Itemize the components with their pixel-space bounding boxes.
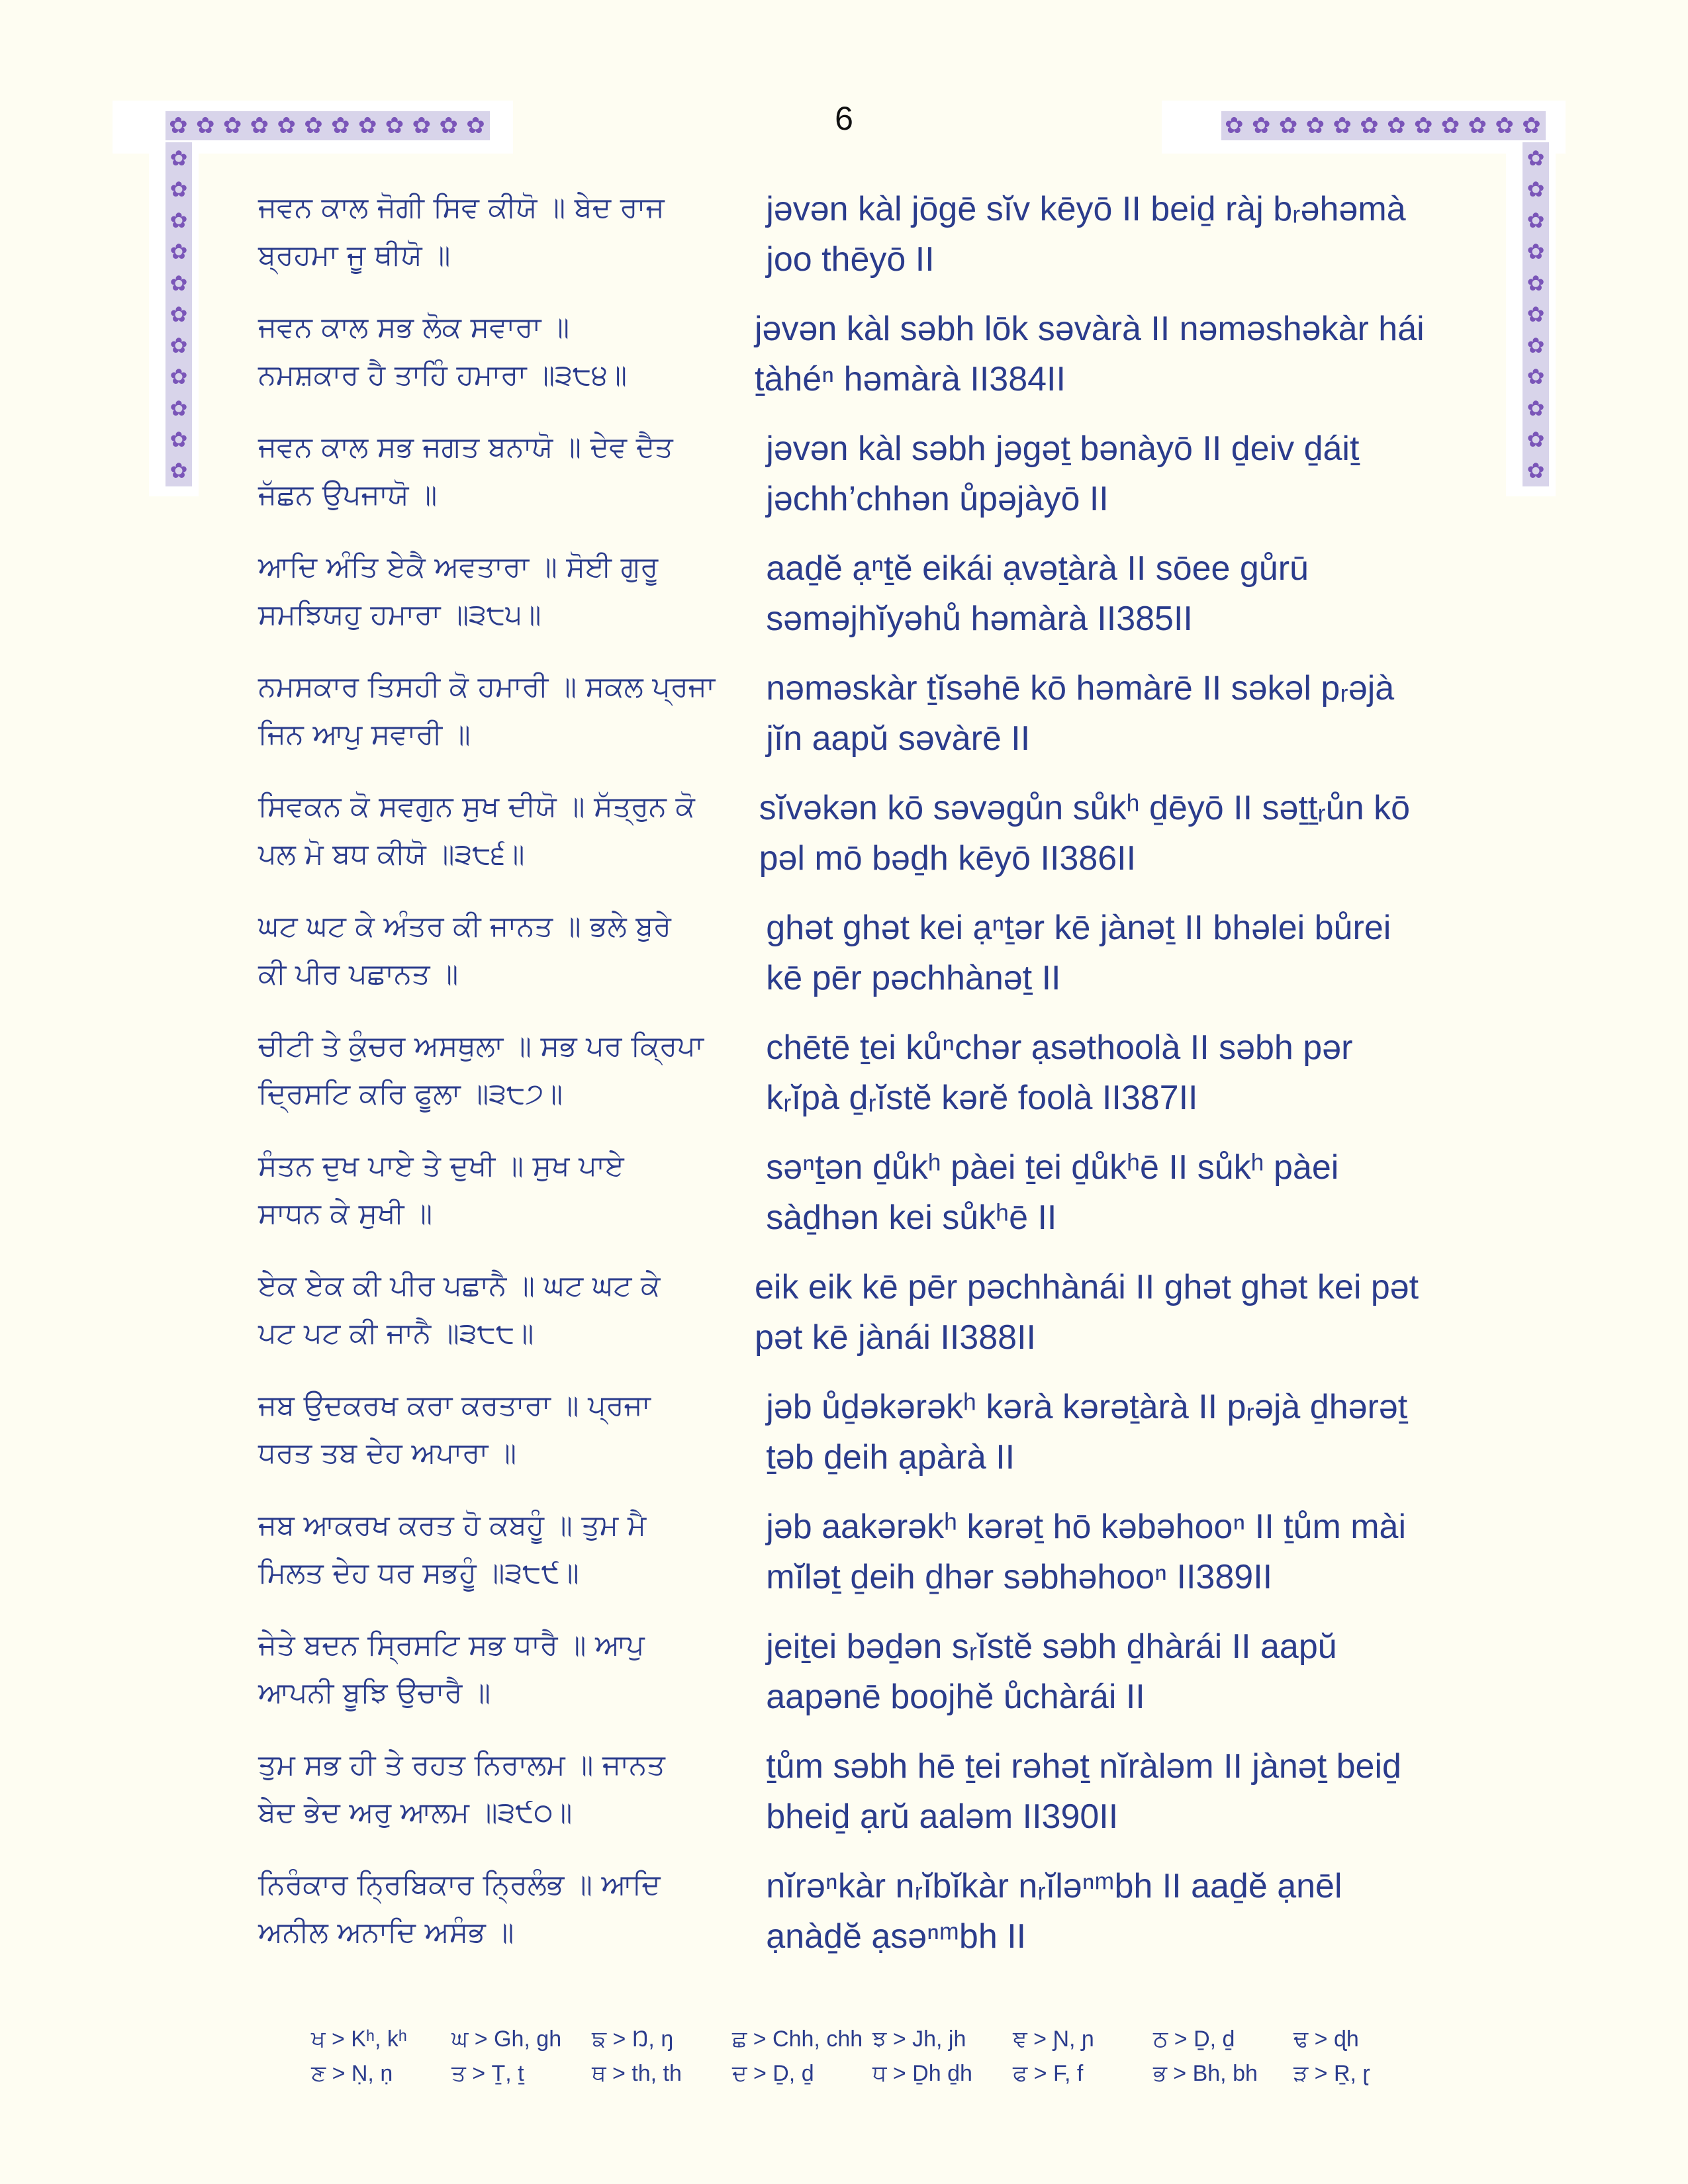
legend-item: ਭ > Bh, bh xyxy=(1153,2061,1258,2086)
legend-item: ਘ > Gh, gh xyxy=(451,2026,562,2052)
gurmukhi-text xyxy=(258,783,726,878)
transliteration-text xyxy=(766,424,1410,524)
transliteration-line: aapənē boojhĕ ůchàrái II xyxy=(766,1678,1145,1716)
transliteration-line: jəvən kàl jōgē sĭv kēyō II beiḏ ràj bᵣəhəmà xyxy=(766,190,1406,228)
page-number: 6 xyxy=(835,100,853,137)
verse-row xyxy=(258,304,1425,424)
transliteration-text xyxy=(766,543,1410,644)
verse-row xyxy=(258,184,1410,304)
legend-item: ਢ > ɖh xyxy=(1293,2026,1359,2052)
legend-item: ਖ > Kʰ, kʰ xyxy=(311,2026,407,2052)
gurmukhi-text xyxy=(258,1621,733,1717)
gurmukhi-line: ਜਵਨ ਕਾਲ ਸਭ ਲੋਕ ਸਵਾਰਾ ॥ xyxy=(258,311,570,344)
gurmukhi-line: ਅਨੀਲ ਅਨਾਦਿ ਅਸੰਭ ॥ xyxy=(258,1916,514,1949)
gurmukhi-line: ਬੇਦ ਭੇਦ ਅਰੁ ਆਲਮ ॥੩੯੦॥ xyxy=(258,1796,573,1829)
transliteration-line: chētē ṯei kůⁿchər ạsəthoolà II səbh pər xyxy=(766,1028,1353,1067)
transliteration-text xyxy=(766,1861,1410,1962)
transliteration-text xyxy=(766,903,1410,1003)
gurmukhi-line: ਏਕ ਏਕ ਕੀ ਪੀਰ ਪਛਾਨੈ ॥ ਘਟ ਘਟ ਕੇ xyxy=(258,1269,661,1302)
transliteration-text xyxy=(755,304,1425,404)
legend-item: ਥ > th, th xyxy=(592,2061,682,2086)
gurmukhi-line: ਬ੍ਰਹਮਾ ਜੂ ਥੀਯੋ ॥ xyxy=(258,239,451,272)
gurmukhi-line: ਦ੍ਰਿਸਟਿ ਕਰਿ ਫੂਲਾ ॥੩੮੭॥ xyxy=(258,1077,563,1111)
legend-item: ਙ > Ŋ, ŋ xyxy=(592,2026,674,2052)
gurmukhi-line: ਪਲ ਮੋ ਬਧ ਕੀਯੋ ॥੩੮੬॥ xyxy=(258,838,525,871)
gurmukhi-line: ਜੱਛਨ ਉਪਜਾਯੋ ॥ xyxy=(258,478,438,512)
ornament-row-right: ✿ ✿ ✿ ✿ ✿ ✿ ✿ ✿ ✿ ✿ ✿ ✿ xyxy=(1221,111,1546,140)
ornament-column-right: ✿ ✿ ✿ ✿ ✿ ✿ ✿ ✿ ✿ ✿ ✿ xyxy=(1523,142,1549,486)
gurmukhi-line: ਚੀਟੀ ਤੇ ਕੁੰਚਰ ਅਸਥੁਲਾ ॥ ਸਭ ਪਰ ਕ੍ਰਿਪਾ xyxy=(258,1030,704,1063)
legend-row xyxy=(311,2022,1436,2056)
verse-row xyxy=(258,1142,1410,1262)
transliteration-line: səⁿṯən ḏůkʰ pàei ṯei ḏůkʰē II sůkʰ pàei xyxy=(766,1148,1339,1187)
gurmukhi-text xyxy=(258,1861,733,1956)
gurmukhi-line: ਘਟ ਘਟ ਕੇ ਅੰਤਰ ਕੀ ਜਾਨਤ ॥ ਭਲੇ ਬੁਰੇ xyxy=(258,910,671,943)
transliteration-legend xyxy=(311,2022,1436,2091)
gurmukhi-text xyxy=(258,184,733,279)
gurmukhi-line: ਸਿਵਕਨ ਕੋ ਸਵਗੁਨ ਸੁਖ ਦੀਯੋ ॥ ਸੱਤ੍ਰੁਨ ਕੋ xyxy=(258,790,695,823)
legend-item: ਣ > Ṇ, ṇ xyxy=(311,2061,393,2086)
gurmukhi-line: ਜੇਤੇ ਬਦਨ ਸ੍ਰਿਸਟਿ ਸਭ ਧਾਰੈ ॥ ਆਪੁ xyxy=(258,1629,645,1662)
gurmukhi-text xyxy=(258,304,722,399)
transliteration-line: sàḏhən kei sůkʰē II xyxy=(766,1199,1057,1237)
transliteration-text xyxy=(755,1262,1419,1363)
legend-item: ਫ > F, f xyxy=(1013,2061,1084,2086)
legend-item: ਞ > Ɲ, ɲ xyxy=(1013,2026,1094,2052)
transliteration-text xyxy=(766,1621,1410,1722)
transliteration-line: jəb ůḏəkərəkʰ kərà kərəṯàrà II pᵣəjà ḏhərəṯ xyxy=(766,1388,1408,1426)
gurmukhi-line: ਜਬ ਉਦਕਰਖ ਕਰਾ ਕਰਤਾਰਾ ॥ ਪ੍ਰਜਾ xyxy=(258,1389,651,1422)
gurmukhi-line: ਜਬ ਆਕਰਖ ਕਰਤ ਹੋ ਕਬਹੂੰ ॥ ਤੁਮ ਮੈ xyxy=(258,1509,647,1542)
transliteration-text xyxy=(766,1023,1410,1123)
gurmukhi-line: ਜਵਨ ਕਾਲ ਜੋਗੀ ਸਿਵ ਕੀਯੋ ॥ ਬੇਦ ਰਾਜ xyxy=(258,191,665,224)
legend-item: ਤ > Ṯ, ṯ xyxy=(451,2061,524,2086)
transliteration-line: mĭləṯ ḏeih ḏhər səbhəhooⁿ II389II xyxy=(766,1558,1273,1596)
gurmukhi-text xyxy=(258,1741,733,1837)
verse-row xyxy=(258,1262,1419,1382)
transliteration-line: jəchh’chhən ůpəjàyō II xyxy=(766,480,1109,518)
transliteration-text xyxy=(766,1142,1410,1243)
transliteration-line: ṯàhéⁿ həmàrà II384II xyxy=(755,360,1066,398)
gurmukhi-text xyxy=(258,1502,733,1597)
transliteration-line: ạnàḏĕ ạsəⁿᵐbh II xyxy=(766,1917,1027,1956)
verse-row xyxy=(258,543,1410,663)
transliteration-line: nĭrəⁿkàr nᵣĭbĭkàr nᵣĭləⁿᵐbh II aaḏĕ ạnēl xyxy=(766,1867,1342,1905)
transliteration-line: jəb aakərəkʰ kərəṯ hō kəbəhooⁿ II ṯům mài xyxy=(766,1508,1407,1546)
transliteration-text xyxy=(766,663,1410,764)
transliteration-text xyxy=(759,783,1410,884)
verse-row xyxy=(258,783,1410,903)
transliteration-line: joo thēyō II xyxy=(766,240,935,279)
gurmukhi-text xyxy=(258,543,733,639)
verse-list xyxy=(258,184,1425,1981)
gurmukhi-text xyxy=(258,1023,733,1118)
legend-item: ਠ > Ḏ, ḏ xyxy=(1153,2026,1235,2052)
verse-row xyxy=(258,424,1410,543)
gurmukhi-text xyxy=(258,663,733,758)
transliteration-line: aaḏĕ ạⁿṯĕ eikái ạvəṯàrà II sōee gůrū xyxy=(766,549,1309,588)
legend-item: ਛ > Chh, chh xyxy=(732,2026,863,2052)
transliteration-text xyxy=(766,1382,1410,1482)
gurmukhi-text xyxy=(258,1142,733,1238)
gurmukhi-text xyxy=(258,424,733,519)
verse-row xyxy=(258,1861,1410,1981)
gurmukhi-text xyxy=(258,1262,722,1357)
transliteration-line: bheiḏ ạrŭ aaləm II390II xyxy=(766,1797,1119,1836)
gurmukhi-line: ਪਟ ਪਟ ਕੀ ਜਾਨੈ ॥੩੮੮॥ xyxy=(258,1317,534,1350)
gurmukhi-line: ਨਿਰੰਕਾਰ ਨ੍ਰਿਬਿਕਾਰ ਨ੍ਰਿਲੰਭ ॥ ਆਦਿ xyxy=(258,1868,661,1901)
transliteration-text xyxy=(766,184,1410,285)
verse-row xyxy=(258,1382,1410,1502)
gurmukhi-line: ਧਰਤ ਤਬ ਦੇਹ ਅਪਾਰਾ ॥ xyxy=(258,1437,517,1470)
transliteration-text xyxy=(766,1502,1410,1602)
ornament-column-left: ✿ ✿ ✿ ✿ ✿ ✿ ✿ ✿ ✿ ✿ ✿ xyxy=(165,142,192,486)
verse-row xyxy=(258,903,1410,1023)
gurmukhi-text xyxy=(258,903,733,998)
gurmukhi-line: ਮਿਲਤ ਦੇਹ ਧਰ ਸਭਹੂੰ ॥੩੮੯॥ xyxy=(258,1557,579,1590)
gurmukhi-line: ਨਮਸ਼ਕਾਰ ਹੈ ਤਾਹਿੰ ਹਮਾਰਾ ॥੩੮੪॥ xyxy=(258,359,628,392)
transliteration-line: səməjhĭyəhů həmàrà II385II xyxy=(766,600,1193,638)
gurmukhi-line: ਆਦਿ ਅੰਤਿ ਏਕੈ ਅਵਤਾਰਾ ॥ ਸੋਈ ਗੁਰੂ xyxy=(258,551,659,584)
transliteration-line: ṯəb ḏeih ạpàrà II xyxy=(766,1438,1015,1477)
legend-row xyxy=(311,2056,1436,2091)
gurmukhi-line: ਸਮਝਿਯਹੁ ਹਮਾਰਾ ॥੩੮੫॥ xyxy=(258,598,541,631)
transliteration-line: jəvən kàl səbh jəgəṯ bənàyō II ḏeiv ḏáiṯ xyxy=(766,430,1360,468)
gurmukhi-line: ਕੀ ਪੀਰ ਪਛਾਨਤ ॥ xyxy=(258,958,459,991)
gurmukhi-line: ਜਿਨ ਆਪੁ ਸਵਾਰੀ ॥ xyxy=(258,718,471,751)
transliteration-text xyxy=(766,1741,1410,1842)
transliteration-line: jĭn aapŭ səvàrē II xyxy=(766,719,1031,758)
transliteration-line: jəvən kàl səbh lōk səvàrà II nəməshəkàr hái xyxy=(755,310,1425,348)
verse-row xyxy=(258,1621,1410,1741)
transliteration-line: ṯům səbh hē ṯei rəhəṯ nĭràləm II jànəṯ beiḏ xyxy=(766,1747,1401,1786)
legend-item: ਦ > Ḏ, ḏ xyxy=(732,2061,814,2086)
transliteration-line: sĭvəkən kō səvəgůn sůkʰ ḏēyō II səṯṯᵣůn kō xyxy=(759,789,1410,827)
gurmukhi-line: ਸਾਧਨ ਕੇ ਸੁਖੀ ॥ xyxy=(258,1197,433,1230)
verse-row xyxy=(258,1741,1410,1861)
gurmukhi-line: ਜਵਨ ਕਾਲ ਸਭ ਜਗਤ ਬਨਾਯੋ ॥ ਦੇਵ ਦੈਤ xyxy=(258,431,673,464)
gurmukhi-line: ਤੁਮ ਸਭ ਹੀ ਤੇ ਰਹਤ ਨਿਰਾਲਮ ॥ ਜਾਨਤ xyxy=(258,1749,665,1782)
transliteration-line: nəməskàr ṯĭsəhē kō həmàrē II səkəl pᵣəjà xyxy=(766,669,1395,707)
transliteration-line: pəl mō bəḏh kēyō II386II xyxy=(759,839,1137,878)
transliteration-line: jeiṯei bəḏən sᵣĭstĕ səbh ḏhàrái II aapŭ xyxy=(766,1627,1337,1666)
gurmukhi-line: ਸੰਤਨ ਦੁਖ ਪਾਏ ਤੇ ਦੁਖੀ ॥ ਸੁਖ ਪਾਏ xyxy=(258,1150,624,1183)
ornament-row-left: ✿ ✿ ✿ ✿ ✿ ✿ ✿ ✿ ✿ ✿ ✿ ✿ xyxy=(165,111,490,140)
transliteration-line: ghət ghət kei ạⁿṯər kē jànəṯ II bhəlei bůrei xyxy=(766,909,1391,947)
verse-row xyxy=(258,1023,1410,1142)
transliteration-line: kē pēr pəchhànəṯ II xyxy=(766,959,1061,997)
gurmukhi-line: ਨਮਸਕਾਰ ਤਿਸਹੀ ਕੋ ਹਮਾਰੀ ॥ ਸਕਲ ਪ੍ਰਜਾ xyxy=(258,670,716,704)
verse-row xyxy=(258,663,1410,783)
legend-item: ੜ > Ṟ, ɽ xyxy=(1293,2061,1370,2086)
gurmukhi-text xyxy=(258,1382,733,1477)
transliteration-line: eik eik kē pēr pəchhànái II ghət ghət kei pət xyxy=(755,1268,1419,1306)
legend-item: ਧ > Ḏh ḏh xyxy=(872,2061,972,2086)
verse-row xyxy=(258,1502,1410,1621)
transliteration-line: pət kē jànái II388II xyxy=(755,1318,1036,1357)
transliteration-line: kᵣĭpà ḏᵣĭstĕ kərĕ foolà II387II xyxy=(766,1079,1198,1117)
legend-item: ਝ > Jh, jh xyxy=(872,2026,966,2052)
gurmukhi-line: ਆਪਨੀ ਬੂਝਿ ਉਚਾਰੈ ॥ xyxy=(258,1676,491,1709)
